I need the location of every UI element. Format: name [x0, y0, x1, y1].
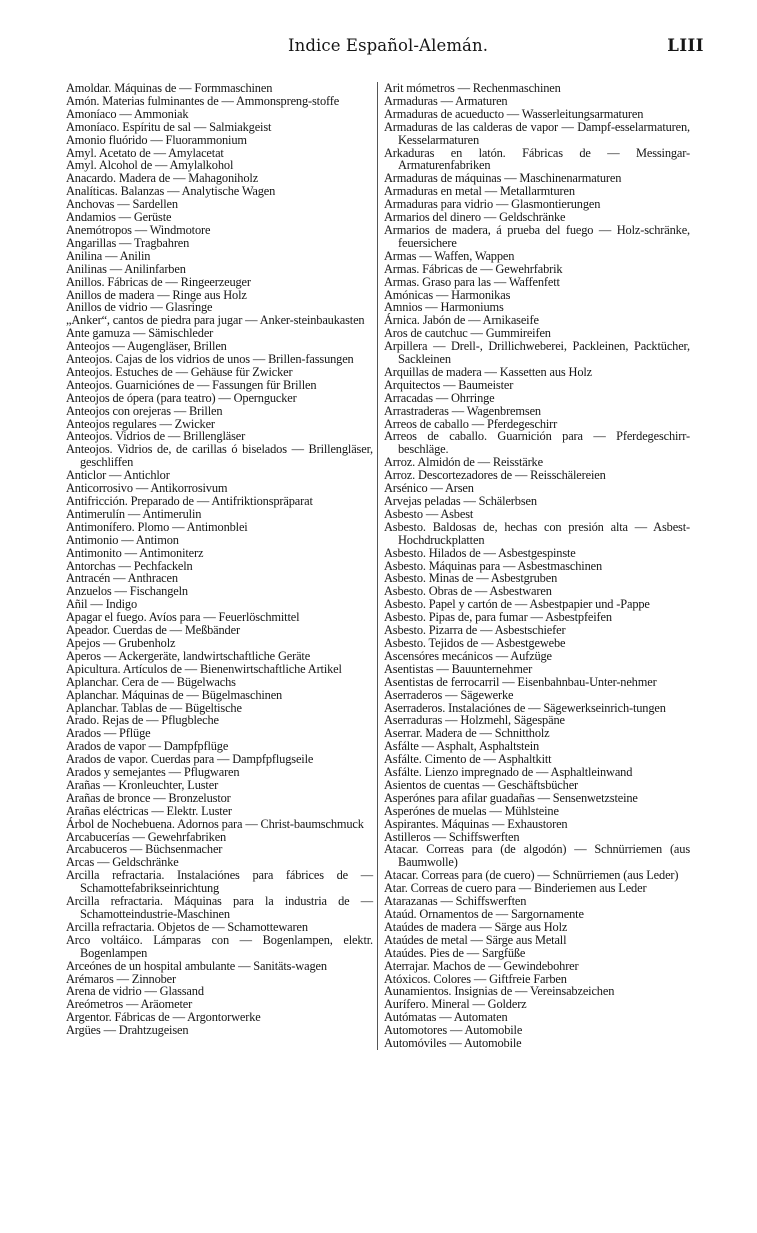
index-entry: Añil — Indigo [66, 597, 138, 612]
index-entry: Asbesto — Asbest [384, 506, 474, 521]
index-entry: Ataúd. Ornamentos de — Sargornamente [384, 907, 584, 921]
index-entry: Apeador. Cuerdas de — Meßbänder [66, 623, 240, 638]
index-entry: Asbesto. Tejidos de — Asbestgewebe [384, 635, 566, 650]
index-entry: Aros de cautchuc — Gummireifen [384, 326, 551, 341]
index-entry: Amoníaco. Espíritu de sal — Salmiakgeist [66, 119, 272, 134]
index-column-right [384, 82, 690, 1050]
index-entry: Arroz. Almidón de — Reisstärke [384, 455, 543, 470]
index-entry: Arcabucerías — Gewehrfabriken [66, 829, 227, 844]
index-entry: Armaduras — Armaturen [384, 93, 508, 108]
index-entry: Ataúdes de madera — Särge aus Holz [384, 919, 568, 934]
index-entry: Arpillera — Drell-, Drillichweberei, Packleinen, Packtücher, Sackleinen [384, 339, 690, 367]
index-entry: Asbesto. Pizarra de — Asbestschiefer [384, 623, 566, 638]
index-entry: Arreos de caballo. Guarnición para — Pferdegeschirr-beschläge. [384, 429, 690, 457]
index-entry: Asentistas de ferrocarril — Eisenbahnbau-Unter-nehmer [384, 674, 657, 689]
index-entry: Armas — Waffen, Wappen [384, 248, 515, 263]
index-entry: Armaduras de acueducto — Wasserleitungsarmaturen [384, 106, 644, 121]
index-entry: Angarillas — Tragbahren [66, 235, 190, 250]
index-entry: Anchovas — Sardellen [66, 197, 178, 212]
index-entry: Arañas eléctricas — Elektr. Luster [66, 803, 232, 818]
index-entry: Ataúdes. Pies de — Sargfüße [384, 945, 526, 960]
index-entry: Aterrajar. Machos de — Gewindebohrer [384, 958, 579, 973]
index-entry: Antimonífero. Plomo — Antimonblei [66, 519, 248, 534]
index-entry: Armas. Graso para las — Waffenfett [384, 274, 560, 289]
index-entry: Árnica. Jabón de — Arnikaseife [384, 313, 539, 328]
index-entry: Árbol de Nochebuena. Adornos para — Christ-baumschmuck [66, 816, 364, 831]
index-entry: Atacar. Correas para (de algodón) — Schnürriemen (aus Baumwolle) [384, 842, 690, 870]
index-entry: Arañas — Kronleuchter, Luster [66, 777, 219, 792]
index-entry: Armas. Fábricas de — Gewehrfabrik [384, 261, 563, 276]
index-entry: Arceónes de un hospital ambulante — Sanitäts-wagen [66, 958, 327, 973]
index-entry: Ante gamuza — Sämischleder [66, 326, 214, 341]
index-entry: Arados de vapor. Cuerdas para — Dampfpflugseile [66, 752, 314, 767]
index-entry: Arrastraderas — Wagenbremsen [384, 403, 541, 418]
index-entry: Ascensóres mecánicos — Aufzüge [384, 648, 552, 663]
index-entry: Aserraduras — Holzmehl, Sägespäne [384, 713, 565, 728]
index-entry: Asbesto. Baldosas de, hechas con presión alta — Asbest-Hochdruckplatten [384, 519, 690, 547]
index-entry: Asbesto. Obras de — Asbestwaren [384, 584, 552, 599]
index-entry: Argentor. Fábricas de — Argontorwerke [66, 1010, 261, 1025]
index-entry: Apicultura. Artículos de — Bienenwirtschaftliche Artikel [66, 661, 342, 676]
index-entry: Arémaros — Zinnober [66, 971, 177, 986]
index-entry: Apagar el fuego. Avíos para — Feuerlöschmittel [66, 610, 300, 625]
index-entry: Anillos de madera — Ringe aus Holz [66, 287, 247, 302]
index-entry: Antimerulín — Antimerulin [66, 506, 202, 521]
index-entry: Anilina — Anilin [66, 248, 151, 263]
index-entry: Aserraderos — Sägewerke [384, 687, 514, 702]
index-entry: Aplanchar. Máquinas de — Bügelmaschinen [66, 687, 283, 702]
index-column-left [66, 82, 373, 1037]
index-entry: Automotores — Automobile [384, 1023, 523, 1038]
index-entry: Arkaduras en latón. Fábricas de — Messingar-Armaturenfabriken [384, 145, 690, 173]
index-entry: Armaduras en metal — Metallarmturen [384, 184, 575, 199]
index-entry: Armaduras de las calderas de vapor — Dampf-esselarmaturen, Kesselarmaturen [384, 119, 690, 147]
index-entry: Anzuelos — Fischangeln [66, 584, 188, 599]
index-entry: Asfálte. Cimento de — Asphaltkitt [384, 752, 552, 767]
index-entry: Anteojos. Cajas de los vidrios de unos — Brillen-fassungen [66, 352, 354, 367]
index-entry: Anteojos regulares — Zwicker [66, 416, 215, 431]
index-entry: Arena de vidrio — Glassand [66, 984, 204, 999]
index-entry: Arco voltáico. Lámparas con — Bogenlampen, elektr. Bogenlampen [66, 932, 373, 960]
index-entry: Antifricción. Preparado de — Antifriktionspräparat [66, 494, 313, 508]
index-entry: Andamios — Gerüste [66, 210, 172, 225]
index-entry: Arcilla refractaria. Instalaciónes para fábrices de — Schamottefabrikseinrichtung [66, 868, 373, 896]
index-entry: Argües — Drahtzugeisen [66, 1023, 189, 1038]
index-entry: Astilleros — Schiffswerften [384, 829, 520, 844]
index-entry: Amonio fluórido — Fluorammonium [66, 132, 247, 147]
index-entry: Asperónes de muelas — Mühlsteine [384, 803, 559, 818]
index-entry: Aserrar. Madera de — Schnittholz [384, 726, 550, 741]
index-entry: Anillos de vidrio — Glasringe [66, 300, 213, 315]
index-entry: Arcabuceros — Büchsenmacher [66, 842, 223, 857]
page-number: LIII [667, 36, 704, 55]
index-entry: Amyl. Alcohol de — Amylalkohol [66, 158, 234, 173]
index-entry: Analíticas. Balanzas — Analytische Wagen [66, 184, 276, 199]
index-entry: Antracén — Anthracen [66, 571, 178, 586]
index-entry: Areómetros — Aräometer [66, 997, 193, 1012]
index-entry: Arquitectos — Baumeister [384, 377, 514, 392]
index-entry: Asperónes para afilar guadañas — Sensenwetzsteine [384, 790, 638, 805]
column-divider [377, 82, 378, 1050]
index-entry: Antimonito — Antimoniterz [66, 545, 204, 560]
index-entry: Arvejas peladas — Schälerbsen [384, 494, 537, 508]
index-entry: Apejos — Grubenholz [66, 635, 176, 650]
index-entry: Arcas — Geldschränke [66, 855, 179, 870]
index-entry: Arados — Pflüge [66, 726, 151, 741]
index-entry: „Anker“, cantos de piedra para jugar — Anker-steinbaukasten [66, 313, 365, 328]
index-entry: Arit mómetros — Rechenmaschinen [384, 81, 561, 95]
index-entry: Asbesto. Pipas de, para fumar — Asbestpfeifen [384, 610, 612, 625]
index-entry: Antimonio — Antimon [66, 532, 179, 547]
index-entry: Arcilla refractaria. Máquinas para la industria de — Schamotteindustrie-Maschinen [66, 894, 373, 921]
index-entry: Arañas de bronce — Bronzelustor [66, 790, 231, 805]
index-entry: Ataúdes de metal — Särge aus Metall [384, 932, 567, 947]
index-entry: Arquillas de madera — Kassetten aus Holz [384, 364, 593, 379]
index-entry: Aspirantes. Máquinas — Exhaustoren [384, 816, 568, 831]
index-entry: Atarazanas — Schiffswerften [384, 894, 527, 909]
index-entry: Anteojos. Vidrios de, de carillas ó biselados — Brillengläser, geschliffen [66, 442, 373, 470]
index-entry: Amoníaco — Ammoniak [66, 106, 189, 121]
index-entry: Anteojos de ópera (para teatro) — Operngucker [66, 390, 297, 405]
index-entry: Anteojos con orejeras — Brillen [66, 403, 223, 418]
index-entry: Armaduras de máquinas — Maschinenarmaturen [384, 171, 622, 186]
index-entry: Anticlor — Antichlor [66, 468, 170, 483]
index-entry: Asfálte — Asphalt, Asphaltstein [384, 739, 540, 754]
index-entry: Atacar. Correas para (de cuero) — Schnürriemen (aus Leder) [384, 868, 679, 883]
index-entry: Arados y semejantes — Pflugwaren [66, 765, 240, 780]
index-entry: Atóxicos. Colores — Giftfreie Farben [384, 971, 567, 986]
index-entry: Aurífero. Mineral — Golderz [384, 997, 527, 1012]
index-entry: Armarios de madera, á prueba del fuego — Holz-schränke, feuersichere [384, 222, 690, 250]
index-entry: Aplanchar. Cera de — Bügelwachs [66, 674, 236, 689]
index-entry: Asbesto. Hilados de — Asbestgespinste [384, 545, 576, 560]
index-entry: Asbesto. Papel y cartón de — Asbestpapier und -Pappe [384, 597, 650, 612]
index-entry: Amónicas — Harmonikas [384, 287, 511, 302]
index-entry: Anillos. Fábricas de — Ringeerzeuger [66, 274, 251, 289]
index-entry: Asentistas — Bauunternehmer [384, 661, 533, 676]
index-entry: Anteojos. Estuches de — Gehäuse für Zwicker [66, 364, 293, 379]
index-entry: Aplanchar. Tablas de — Bügeltische [66, 700, 242, 715]
index-entry: Asientos de cuentas — Geschäftsbücher [384, 777, 579, 792]
index-entry: Automóviles — Automobile [384, 1036, 522, 1051]
index-entry: Asbesto. Máquinas para — Asbestmaschinen [384, 558, 603, 573]
index-entry: Arado. Rejas de — Pflugbleche [66, 713, 219, 728]
index-entry: Anticorrosivo — Antikorrosivum [66, 481, 228, 496]
index-entry: Arroz. Descortezadores de — Reisschälereien [384, 468, 606, 483]
index-entry: Arados de vapor — Dampfpflüge [66, 739, 229, 754]
index-entry: Anilinas — Anilinfarben [66, 261, 186, 276]
index-entry: Armaduras para vidrio — Glasmontierungen [384, 197, 601, 212]
index-entry: Arcilla refractaria. Objetos de — Schamottewaren [66, 919, 308, 934]
index-entry: Atar. Correas de cuero para — Binderiemen aus Leder [384, 881, 647, 896]
running-title: Indice Español-Alemán. [288, 36, 489, 55]
index-entry: Anemótropos — Windmotore [66, 222, 211, 237]
index-entry: Aunamientos. Insignias de — Vereinsabzeichen [384, 984, 615, 999]
index-entry: Amyl. Acetato de — Amylacetat [66, 145, 224, 160]
index-entry: Aperos — Ackergeräte, landwirtschaftliche Geräte [66, 648, 311, 663]
index-entry: Antorchas — Pechfackeln [66, 558, 193, 573]
index-entry: Amoldar. Máquinas de — Formmaschinen [66, 81, 273, 95]
page-header [0, 30, 757, 60]
index-entry: Arracadas — Ohrringe [384, 390, 495, 405]
index-entry: Anacardo. Madera de — Mahagoniholz [66, 171, 259, 186]
index-entry: Amón. Materias fulminantes de — Ammonspreng-stoffe [66, 93, 340, 108]
index-entry: Arsénico — Arsen [384, 481, 474, 496]
index-entry: Asbesto. Minas de — Asbestgruben [384, 571, 558, 586]
index-entry: Autómatas — Automaten [384, 1010, 508, 1025]
index-entry: Armarios del dinero — Geldschränke [384, 210, 566, 225]
index-entry: Anteojos — Augengläser, Brillen [66, 339, 227, 354]
index-entry: Anteojos. Guarniciónes de — Fassungen für Brillen [66, 377, 317, 392]
index-entry: Anteojos. Vidrios de — Brillengläser [66, 429, 246, 444]
index-entry: Amnios — Harmoniums [384, 300, 504, 315]
index-entry: Aserraderos. Instalaciónes de — Sägewerkseinrich-tungen [384, 700, 666, 715]
index-entry: Arreos de caballo — Pferdegeschirr [384, 416, 558, 431]
index-entry: Asfálte. Lienzo impregnado de — Asphaltleinwand [384, 765, 633, 780]
